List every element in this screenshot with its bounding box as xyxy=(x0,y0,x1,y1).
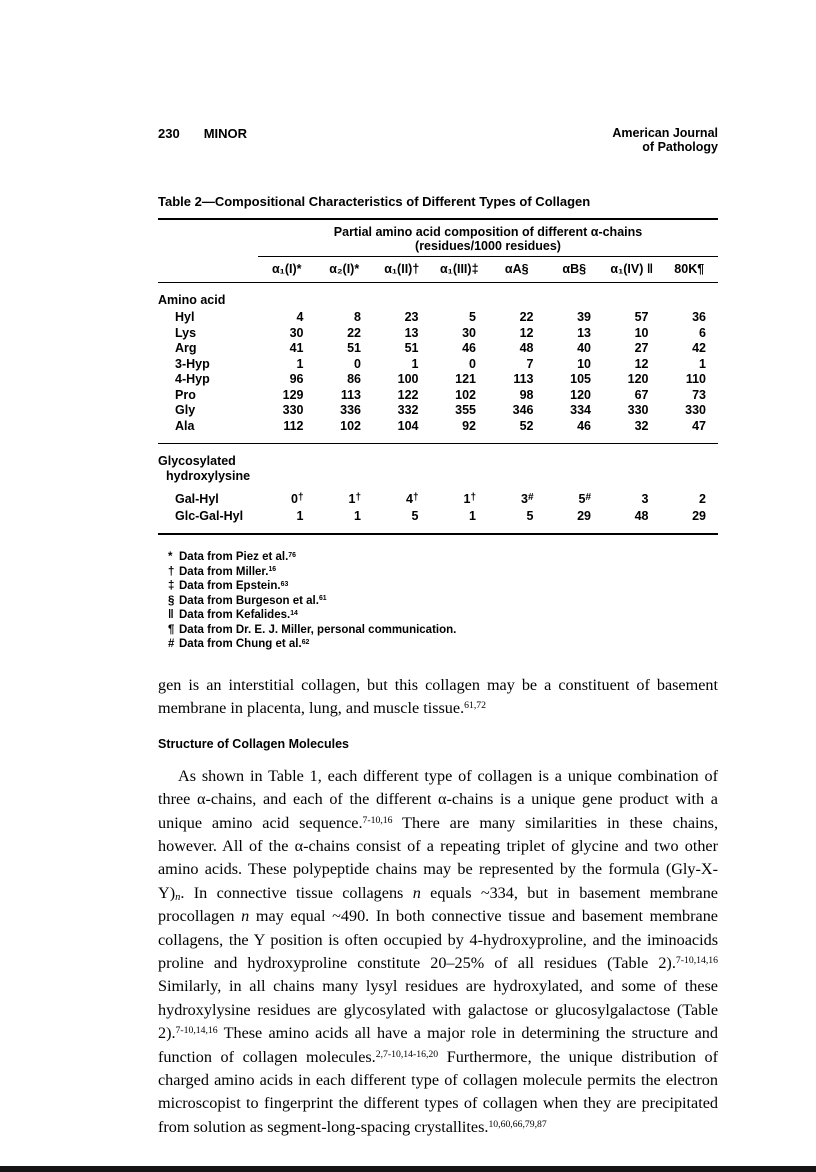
value-cell: 10 xyxy=(634,325,649,340)
value-cell: 13 xyxy=(404,325,419,340)
table-row xyxy=(158,419,718,444)
blank-cell xyxy=(158,257,258,283)
column-header-row xyxy=(158,257,718,283)
journal-name xyxy=(612,126,718,154)
value-cell: 23 xyxy=(404,310,419,324)
row-label: Arg xyxy=(175,341,197,355)
value-cell: 120 xyxy=(627,372,649,386)
footnote-marker: † xyxy=(355,492,361,503)
value-cell: 122 xyxy=(397,387,419,402)
row-label: Gal-Hyl xyxy=(175,492,219,506)
value-cell: 12 xyxy=(634,356,649,371)
footnote-marker: ‡ xyxy=(168,580,175,592)
footnote-marker: † xyxy=(412,492,419,503)
value-cell: 0 xyxy=(354,356,361,371)
footnote-text: Data from Chung et al.$^{62}$ xyxy=(179,638,310,650)
value-cell: 121 xyxy=(455,372,476,386)
blank-cell xyxy=(158,219,258,257)
value-cell: 0† xyxy=(290,492,304,506)
value-cell: 40 xyxy=(577,341,591,355)
table-footnotes xyxy=(158,550,718,652)
value-cell: 51 xyxy=(347,341,361,355)
value-cell: 8 xyxy=(354,310,361,324)
paragraph-main: As shown in Table 1, each different type of collagen is a unique combination of three α-chains, and each of the different α-chains is a unique gene product with a unique amino acid sequence.$^{7-10,16}$ There are many similarities in these chains, however. All of the α-chains consist of a repeating triplet of glycine and two other amino acids. These polypeptide chains may be represented by the formula (Gly-X-Y)n. In connective tissue collagens n equals ~334, but in basement membrane procollagen n may equal ~490. In both connective tissue and basement membrane collagens, the Y position is often occupied by 4-hydroxyproline, and the iminoacids proline and hydroxyproline constitute 20–25% of all residues (Table 2).$^{7-10,14,16}$ Similarly, in all chains many lysyl residues are hydroxylated, and some of these hydroxylysine residues are glycosylated with galactose or glucosylgalactose (Table 2).$^{7-10,14,16}$ These amino acids all have a major role in determining the structure and function of collagen molecules.$^{2,7-10,14-16,20}$ Furthermore, the unique distribution of charged amino acids in each different type of collagen molecule permits the electron microscopist to fingerprint the different types of collagen when they are precipitated from solution as segment-long-spacing crystallites.$^{10,60,66,79,87}$ xyxy=(158,766,718,1136)
row-label: Hyl xyxy=(175,310,195,324)
footnote-text: Data from Epstein.$^{63}$ xyxy=(179,580,289,592)
value-cell: 42 xyxy=(692,341,706,355)
value-cell: 355 xyxy=(455,403,476,417)
footnote-text: Data from Burgeson et al.$^{61}$ xyxy=(179,594,327,607)
value-cell: 1 xyxy=(411,356,419,371)
column-header: 80K¶ xyxy=(661,257,719,283)
collagen-table xyxy=(158,218,718,535)
footnote-marker: # xyxy=(527,492,534,503)
table-footnote xyxy=(158,550,718,565)
reference-superscript: 63 xyxy=(280,580,289,588)
italic-text: n xyxy=(412,883,421,902)
value-cell: 102 xyxy=(455,387,476,402)
value-cell: 113 xyxy=(340,387,361,402)
table-footnote xyxy=(158,594,718,609)
value-cell: 104 xyxy=(397,418,419,433)
value-cell: 120 xyxy=(570,387,591,402)
footnote-marker: ‖ xyxy=(168,609,174,621)
value-cell: 92 xyxy=(462,418,476,433)
value-cell: 1 xyxy=(296,508,304,523)
row-label: Glc-Gal-Hyl xyxy=(175,508,244,523)
value-cell: 6 xyxy=(699,325,706,340)
footnote-marker: * xyxy=(168,551,173,563)
value-cell: 86 xyxy=(347,372,361,386)
row-label: Lys xyxy=(175,325,197,340)
footnote-text: Data from Piez et al.$^{76}$ xyxy=(179,551,296,563)
value-cell: 1 xyxy=(699,356,706,371)
table-row xyxy=(158,509,718,535)
value-cell: 30 xyxy=(289,325,304,340)
table-row xyxy=(158,403,718,419)
journal-name-line2: of Pathology xyxy=(642,140,718,154)
reference-superscript: 14 xyxy=(290,609,298,617)
value-cell: 330 xyxy=(627,403,649,417)
value-cell: 346 xyxy=(512,403,534,417)
group-label: Glycosylated hydroxylysine xyxy=(158,454,251,483)
reference-superscript: 16 xyxy=(268,566,277,574)
footnote-marker: ¶ xyxy=(168,623,175,636)
row-label: Ala xyxy=(175,418,195,433)
table-group xyxy=(158,283,718,444)
value-cell: 1† xyxy=(348,492,361,506)
value-cell: 10 xyxy=(577,356,591,371)
value-cell: 29 xyxy=(692,508,706,523)
value-cell: 110 xyxy=(685,372,706,386)
table-row xyxy=(158,372,718,388)
value-cell: 0 xyxy=(469,356,476,371)
value-cell: 105 xyxy=(570,372,591,386)
footnote-marker: # xyxy=(168,638,175,650)
value-cell: 39 xyxy=(577,310,591,324)
row-label: 4-Hyp xyxy=(175,372,210,386)
value-cell: 330 xyxy=(282,403,304,417)
running-author: MINOR xyxy=(203,126,248,141)
table-group xyxy=(158,444,718,535)
spacer-cell xyxy=(258,283,718,311)
page-bottom-edge xyxy=(0,1166,816,1172)
table-row xyxy=(158,341,718,357)
table-title: Table 2—Compositional Characteristics of Different Types of Collagen xyxy=(158,194,591,209)
value-cell: 32 xyxy=(634,418,649,433)
table-row xyxy=(158,310,718,326)
value-cell: 330 xyxy=(685,403,706,417)
row-label: 3-Hyp xyxy=(175,356,210,371)
value-cell: 100 xyxy=(397,372,419,386)
value-cell: 12 xyxy=(519,325,534,340)
value-cell: 5 xyxy=(411,508,419,523)
journal-name-line1: American Journal xyxy=(612,126,718,140)
column-header: α₁(II)† xyxy=(373,257,431,283)
value-cell: 48 xyxy=(519,341,534,355)
value-cell: 41 xyxy=(289,341,304,355)
section-heading: Structure of Collagen Molecules xyxy=(158,737,350,752)
value-cell: 5# xyxy=(578,492,591,506)
footnote-marker: § xyxy=(168,594,175,607)
running-head-left xyxy=(158,126,271,141)
table-footnote xyxy=(158,623,718,638)
column-header: α₁(III)‡ xyxy=(431,257,489,283)
footnote-marker: † xyxy=(470,492,476,503)
spacer-cell xyxy=(258,444,718,493)
value-cell: 102 xyxy=(340,418,361,433)
footnote-text: Data from Dr. E. J. Miller, personal communication. xyxy=(179,623,457,636)
value-cell: 52 xyxy=(519,418,534,433)
footnote-marker: † xyxy=(297,492,304,503)
value-cell: 112 xyxy=(283,418,304,433)
value-cell: 129 xyxy=(282,387,304,402)
value-cell: 1 xyxy=(469,508,476,523)
table-head xyxy=(158,219,718,283)
paragraph-continuation: gen is an interstitial collagen, but this collagen may be a constituent of basement membrane in placenta, lung, and muscle tissue.$^{61,72}$ xyxy=(158,675,718,717)
column-header: αB§ xyxy=(546,257,604,283)
value-cell: 13 xyxy=(577,325,591,340)
table-row xyxy=(158,326,718,342)
value-cell: 98 xyxy=(519,387,534,402)
value-cell: 51 xyxy=(404,341,419,355)
value-cell: 1 xyxy=(354,508,361,523)
reference-superscript: 7-10,14,16 xyxy=(175,1025,218,1037)
value-cell: 73 xyxy=(692,387,706,402)
value-cell: 46 xyxy=(462,341,476,355)
reference-superscript: 76 xyxy=(288,551,296,559)
value-cell: 4 xyxy=(296,310,304,324)
value-cell: 22 xyxy=(519,310,534,324)
span-header-line2: (residues/1000 residues) xyxy=(415,239,561,253)
table-footnote xyxy=(158,579,718,594)
value-cell: 3 xyxy=(641,492,649,506)
reference-superscript: 7-10,16 xyxy=(362,814,393,826)
footnote-text: Data from Kefalides.$^{14}$ xyxy=(179,609,298,621)
value-cell: 57 xyxy=(634,310,649,324)
table-footnote xyxy=(158,565,718,580)
footnote-marker: # xyxy=(585,492,591,503)
footnote-text: Data from Miller.$^{16}$ xyxy=(179,565,277,578)
span-header-line1: Partial amino acid composition of different α-chains xyxy=(333,225,643,239)
value-cell: 30 xyxy=(462,325,476,340)
value-cell: 3# xyxy=(520,492,534,506)
row-label: Gly xyxy=(175,403,196,417)
reference-superscript: 7-10,14,16 xyxy=(675,955,718,967)
span-header-row xyxy=(158,219,718,257)
value-cell: 22 xyxy=(347,325,361,340)
table-row xyxy=(158,357,718,373)
value-cell: 334 xyxy=(570,403,591,417)
table-footnote xyxy=(158,637,718,652)
group-label-row xyxy=(158,283,718,311)
table-row xyxy=(158,492,718,509)
value-cell: 5 xyxy=(469,310,476,324)
group-label: Amino acid xyxy=(158,293,226,307)
reference-superscript: 62 xyxy=(301,638,310,646)
value-cell: 48 xyxy=(634,508,649,523)
footnote-marker: † xyxy=(168,565,175,578)
subscript-text: n xyxy=(175,892,181,904)
value-cell: 67 xyxy=(634,387,649,402)
value-cell: 46 xyxy=(577,418,591,433)
value-cell: 113 xyxy=(513,372,534,386)
value-cell: 47 xyxy=(692,418,706,433)
value-cell: 5 xyxy=(526,508,534,523)
article-body xyxy=(158,674,718,1140)
value-cell: 7 xyxy=(526,356,534,371)
value-cell: 2 xyxy=(699,492,706,506)
group-label-row xyxy=(158,444,718,493)
column-header: α₂(I)* xyxy=(316,257,374,283)
reference-superscript: 10,60,66,79,87 xyxy=(488,1118,547,1130)
value-cell: 4† xyxy=(405,492,419,506)
reference-superscript: 61,72 xyxy=(464,700,486,712)
value-cell: 96 xyxy=(289,372,304,386)
span-header xyxy=(258,219,718,257)
column-header: α₁(IV) ‖ xyxy=(603,257,661,283)
page-number: 230 xyxy=(158,126,180,141)
value-cell: 1† xyxy=(463,492,476,506)
running-head xyxy=(158,126,718,154)
table-row xyxy=(158,388,718,404)
reference-superscript: 61 xyxy=(318,595,327,603)
value-cell: 36 xyxy=(692,310,706,324)
value-cell: 332 xyxy=(397,403,419,417)
value-cell: 336 xyxy=(340,403,361,417)
italic-text: n xyxy=(241,907,250,926)
column-header: αA§ xyxy=(488,257,546,283)
reference-superscript: 2,7-10,14-16,20 xyxy=(375,1048,439,1060)
value-cell: 1 xyxy=(296,356,304,371)
row-label: Pro xyxy=(175,387,196,402)
value-cell: 27 xyxy=(634,341,649,355)
table-footnote xyxy=(158,608,718,623)
column-header: α₁(I)* xyxy=(258,257,316,283)
value-cell: 29 xyxy=(577,508,591,523)
